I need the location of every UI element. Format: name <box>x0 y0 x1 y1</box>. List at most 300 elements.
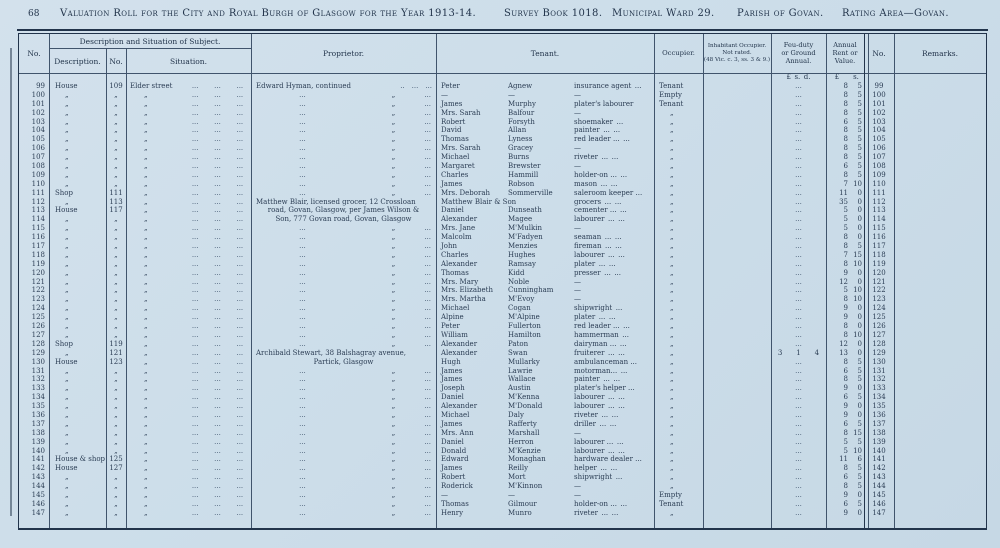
cell-proprietor <box>251 118 436 127</box>
cell-feu-duty: ... <box>795 508 802 517</box>
rent-pounds: 12 <box>839 339 848 348</box>
cell-feu-duty: ... <box>795 188 802 197</box>
cell-no-right: 107 <box>872 153 886 162</box>
tenant-forename: Robert <box>441 473 466 482</box>
cell-description: House <box>55 357 78 366</box>
ditto-mark: „ <box>391 437 396 446</box>
cell-no-left: 143 <box>31 473 45 482</box>
cell-occupier: Empty <box>659 90 682 99</box>
cell-situation <box>126 402 251 411</box>
leader-dots: ... <box>214 144 221 153</box>
tenant-forename: Henry <box>441 508 464 517</box>
cell-situation <box>126 198 251 207</box>
cell-feu-duty: ... <box>795 375 802 384</box>
cell-proprietor <box>251 260 436 269</box>
cell-annual-rent <box>826 509 864 518</box>
rent-shillings: 0 <box>857 304 862 313</box>
leader-dots: ... <box>214 126 221 135</box>
cell-situation <box>126 126 251 135</box>
cell-description: „ <box>65 117 69 126</box>
cell-feu-duty: ... <box>795 206 802 215</box>
leader-dots: ... <box>191 393 199 402</box>
cell-street-no: „ <box>114 224 118 233</box>
leader-dots: ... <box>236 250 244 259</box>
rent-pounds: 6 <box>843 393 848 402</box>
cell-no-left: 105 <box>31 135 45 144</box>
cell-situation <box>126 242 251 251</box>
tenant-occupation: fireman ... ... <box>574 242 622 251</box>
column-divider <box>654 34 655 528</box>
table-row <box>19 500 986 509</box>
leader-dots: ... <box>191 419 199 428</box>
tenant-forename: Mrs. Martha <box>441 295 486 304</box>
header-group-divider <box>49 48 251 49</box>
cell-annual-rent <box>826 482 864 491</box>
situation-name: „ <box>144 162 148 171</box>
cell-annual-rent <box>826 162 864 171</box>
leader-dots: ... <box>191 482 199 491</box>
cell-inhabitant-occupier <box>703 358 771 367</box>
cell-situation <box>126 215 251 224</box>
cell-street-no: „ <box>114 313 118 322</box>
leader-dots: ... <box>299 490 306 499</box>
leader-dots: ... <box>214 295 221 304</box>
cell-remarks <box>894 464 986 473</box>
leader-dots: ... <box>299 188 306 197</box>
tenant-occupation: driller ... ... <box>574 419 617 428</box>
cell-proprietor <box>251 162 436 171</box>
situation-name: „ <box>144 428 148 437</box>
tenant-forename: Mrs. Elizabeth <box>441 286 493 295</box>
leader-dots: ... <box>424 455 431 464</box>
tenant-forename: James <box>441 375 463 384</box>
leader-dots: ... <box>236 348 244 357</box>
tenant-surname: Munro <box>508 508 532 517</box>
cell-street-no: „ <box>114 233 118 242</box>
cell-annual-rent <box>826 91 864 100</box>
rent-pounds: 8 <box>843 428 848 437</box>
table-row <box>19 384 986 393</box>
tenant-forename: Charles <box>441 170 469 179</box>
cell-proprietor <box>251 189 436 198</box>
rent-pounds: 8 <box>843 126 848 135</box>
leader-dots: ... <box>424 108 431 117</box>
rent-pounds: 8 <box>843 322 848 331</box>
cell-situation <box>126 153 251 162</box>
leader-dots: ... <box>236 304 244 313</box>
column-divider <box>251 34 252 528</box>
tenant-forename: James <box>441 464 463 473</box>
cell-occupier: „ <box>670 339 674 348</box>
leader-dots: ... <box>299 402 306 411</box>
tenant-occupation: insurance agent ... <box>574 82 642 90</box>
cell-no-right: 116 <box>872 233 886 242</box>
cell-occupier: „ <box>670 455 674 464</box>
table-row <box>19 438 986 447</box>
tenant-surname: Daly <box>508 410 524 419</box>
cell-inhabitant-occupier <box>703 135 771 144</box>
leader-dots: ... <box>424 162 431 171</box>
cell-description: „ <box>65 366 69 375</box>
cell-no-left: 115 <box>31 224 45 233</box>
leader-dots: ... <box>299 90 306 99</box>
cell-tenant <box>436 153 654 162</box>
cell-feu-duty <box>771 349 826 358</box>
cell-occupier: „ <box>670 188 674 197</box>
cell-street-no: „ <box>114 375 118 384</box>
tenant-forename: William <box>441 330 468 339</box>
cell-occupier: „ <box>670 268 674 277</box>
cell-no-right: 145 <box>872 490 886 499</box>
leader-dots: ... <box>236 402 244 411</box>
tenant-occupation: labourer ... ... <box>574 437 624 446</box>
column-divider <box>436 34 437 528</box>
cell-occupier: „ <box>670 286 674 295</box>
table-row <box>19 349 986 358</box>
leader-dots: ... <box>214 277 221 286</box>
cell-no-left: 131 <box>31 366 45 375</box>
cell-situation <box>126 500 251 509</box>
leader-dots: ... <box>191 197 199 206</box>
cell-no-right: 113 <box>872 206 886 215</box>
cell-tenant <box>436 411 654 420</box>
tenant-forename: Charles <box>441 250 469 259</box>
tenant-forename: Mrs. Sarah <box>441 144 481 153</box>
cell-remarks <box>894 491 986 500</box>
leader-dots: ... <box>191 437 199 446</box>
cell-annual-rent <box>826 126 864 135</box>
leader-dots: ... <box>236 499 244 508</box>
tenant-surname: M'Kenna <box>508 393 540 402</box>
cell-no-right: 123 <box>872 295 886 304</box>
leader-dots: ... <box>424 117 431 126</box>
cell-feu-duty: ... <box>795 117 802 126</box>
cell-remarks <box>894 171 986 180</box>
tenant-surname: — <box>508 490 515 499</box>
cell-no-right: 104 <box>872 126 886 135</box>
ditto-mark: „ <box>391 90 396 99</box>
leader-dots: ... <box>236 277 244 286</box>
cell-feu-duty: ... <box>795 162 802 171</box>
cell-annual-rent <box>826 367 864 376</box>
leader-dots: ... <box>236 117 244 126</box>
leader-dots: ... <box>236 455 244 464</box>
cell-proprietor <box>251 304 436 313</box>
cell-feu-duty: ... <box>795 464 802 473</box>
page-title: Valuation Roll for the City and Royal Burgh of Glasgow for the Year 1913-14. <box>60 8 477 19</box>
cell-no-left: 144 <box>31 482 45 491</box>
tenant-surname: — <box>508 90 515 99</box>
tenant-occupation: labourer ... ... <box>574 215 625 224</box>
cell-description: „ <box>65 348 69 357</box>
feu-currency-label: £ s. d. <box>786 73 811 81</box>
rent-pounds: 8 <box>843 99 848 108</box>
rent-shillings: 5 <box>857 162 862 171</box>
ditto-mark: „ <box>391 446 396 455</box>
cell-tenant <box>436 171 654 180</box>
cell-feu-duty: ... <box>795 437 802 446</box>
municipal-ward-label: Municipal Ward 29. <box>612 8 715 19</box>
cell-inhabitant-occupier <box>703 500 771 509</box>
leader-dots: ... <box>299 428 306 437</box>
cell-annual-rent <box>826 464 864 473</box>
header-annual-rent <box>826 41 864 65</box>
ditto-mark: „ <box>391 313 396 322</box>
feu-value: 4 <box>814 348 820 357</box>
rent-pounds: 5 <box>843 437 848 446</box>
cell-no-left: 128 <box>31 339 45 348</box>
rent-shillings: 6 <box>857 455 862 464</box>
cell-annual-rent <box>826 215 864 224</box>
cell-street-no: „ <box>114 419 118 428</box>
cell-no-left: 111 <box>31 188 45 197</box>
cell-tenant <box>436 251 654 260</box>
cell-no-left: 121 <box>31 277 45 286</box>
leader-dots: ... <box>214 224 221 233</box>
cell-situation <box>126 206 251 215</box>
tenant-surname: Monaghan <box>508 455 546 464</box>
rent-pounds: 6 <box>843 162 848 171</box>
cell-occupier: „ <box>670 233 674 242</box>
cell-street-no: „ <box>114 428 118 437</box>
cell-street-no: „ <box>114 437 118 446</box>
situation-name: „ <box>144 188 148 197</box>
cell-description: „ <box>65 224 69 233</box>
tenant-surname: Hammill <box>508 170 539 179</box>
leader-dots: ... <box>236 90 244 99</box>
proprietor-name: Edward Hyman, continued <box>256 82 351 90</box>
rent-shillings: 5 <box>857 482 862 491</box>
ditto-mark: „ <box>391 162 396 171</box>
tenant-occupation: fruiterer ... ... <box>574 348 625 357</box>
cell-street-no: „ <box>114 162 118 171</box>
header-rent-line2: Rent or <box>832 49 858 57</box>
tenant-surname: M'Mulkin <box>508 224 542 233</box>
leader-dots: ... <box>236 153 244 162</box>
tenant-occupation: hardware dealer ... <box>574 455 642 464</box>
ditto-mark: „ <box>391 304 396 313</box>
table-row <box>19 375 986 384</box>
tenant-occupation: shoemaker ... <box>574 117 624 126</box>
cell-street-no: „ <box>114 170 118 179</box>
leader-dots: ... <box>191 277 199 286</box>
cell-description: „ <box>65 490 69 499</box>
table-row <box>19 233 986 242</box>
ditto-mark: „ <box>391 375 396 384</box>
cell-inhabitant-occupier <box>703 82 771 91</box>
leader-dots: ... <box>214 179 221 188</box>
ditto-mark: „ <box>391 366 396 375</box>
column-divider <box>868 34 869 528</box>
situation-name: „ <box>144 224 148 233</box>
ditto-mark: „ <box>391 393 396 402</box>
cell-feu-duty: ... <box>795 295 802 304</box>
leader-dots: ... <box>191 304 199 313</box>
leader-dots: ... <box>191 339 199 348</box>
rent-shillings: 0 <box>857 277 862 286</box>
ditto-mark: „ <box>391 277 396 286</box>
cell-situation <box>126 384 251 393</box>
cell-no-left: 138 <box>31 428 45 437</box>
rent-pounds: 5 <box>843 215 848 224</box>
leader-dots: ... <box>191 410 199 419</box>
rent-shillings: 0 <box>857 224 862 233</box>
leader-dots: ... <box>191 259 199 268</box>
cell-no-left: 106 <box>31 144 45 153</box>
tenant-surname: Noble <box>508 277 530 286</box>
cell-occupier: „ <box>670 304 674 313</box>
rent-shillings: 0 <box>857 188 862 197</box>
cell-situation <box>126 313 251 322</box>
leader-dots: ... <box>214 313 221 322</box>
cell-inhabitant-occupier <box>703 206 771 215</box>
cell-occupier: „ <box>670 277 674 286</box>
tenant-forename: Peter <box>441 322 460 331</box>
tenant-forename: Joseph <box>441 384 465 393</box>
cell-annual-rent <box>826 242 864 251</box>
cell-no-left: 116 <box>31 233 45 242</box>
cell-feu-duty: ... <box>795 90 802 99</box>
cell-situation <box>126 189 251 198</box>
cell-feu-duty: ... <box>795 224 802 233</box>
rent-shillings: 5 <box>857 357 862 366</box>
tenant-surname: Robson <box>508 179 535 188</box>
cell-feu-duty: ... <box>795 135 802 144</box>
leader-dots: ... <box>299 250 306 259</box>
cell-description: „ <box>65 499 69 508</box>
cell-proprietor <box>251 482 436 491</box>
cell-no-right: 144 <box>872 482 886 491</box>
cell-tenant <box>436 509 654 518</box>
parish-label: Parish of Govan. <box>737 8 824 19</box>
leader-dots: ... <box>191 508 199 517</box>
leader-dots: ... <box>236 233 244 242</box>
table-rows <box>19 82 986 518</box>
leader-dots: ... <box>299 375 306 384</box>
cell-no-left: 120 <box>31 268 45 277</box>
cell-situation <box>126 429 251 438</box>
cell-street-no: „ <box>114 366 118 375</box>
cell-no-right: 134 <box>872 393 886 402</box>
leader-dots: ... <box>424 304 431 313</box>
cell-street-no: „ <box>114 242 118 251</box>
tenant-surname: Marshall <box>508 428 540 437</box>
situation-name: „ <box>144 117 148 126</box>
leader-dots: ... <box>236 82 244 90</box>
tenant-occupation: dairyman ... ... <box>574 339 627 348</box>
cell-situation <box>126 473 251 482</box>
cell-occupier: „ <box>670 375 674 384</box>
ditto-mark: „ <box>391 482 396 491</box>
tenant-occupation: shipwright ... <box>574 473 623 482</box>
leader-dots: ... <box>214 304 221 313</box>
cell-remarks <box>894 118 986 127</box>
cell-annual-rent <box>826 224 864 233</box>
cell-inhabitant-occupier <box>703 269 771 278</box>
cell-occupier: „ <box>670 446 674 455</box>
cell-situation <box>126 304 251 313</box>
cell-annual-rent <box>826 251 864 260</box>
cell-description: Shop <box>55 188 73 197</box>
ditto-mark: „ <box>391 179 396 188</box>
cell-street-no: 111 <box>109 188 123 197</box>
leader-dots: ... <box>236 508 244 517</box>
tenant-forename: Alpine <box>441 313 464 322</box>
cell-annual-rent <box>826 233 864 242</box>
cell-occupier: „ <box>670 170 674 179</box>
cell-proprietor <box>251 464 436 473</box>
leader-dots: ... <box>214 242 221 251</box>
rent-pounds: 5 <box>843 224 848 233</box>
cell-no-right: 105 <box>872 135 886 144</box>
tenant-surname: Allan <box>508 126 527 135</box>
rent-shillings-label: s. <box>853 73 859 81</box>
tenant-surname: M'Kenzie <box>508 446 541 455</box>
leader-dots: ... <box>191 330 199 339</box>
leader-dots: ... <box>424 277 431 286</box>
cell-no-right: 121 <box>872 277 886 286</box>
table-row <box>19 260 986 269</box>
cell-tenant <box>436 464 654 473</box>
rent-shillings: 5 <box>857 135 862 144</box>
rent-shillings: 0 <box>857 215 862 224</box>
cell-description: „ <box>65 144 69 153</box>
cell-annual-rent <box>826 384 864 393</box>
tenant-surname: M'Alpine <box>508 313 540 322</box>
leader-dots: ... <box>236 99 244 108</box>
leader-dots: ... <box>299 473 306 482</box>
cell-no-left: 107 <box>31 153 45 162</box>
column-divider <box>771 34 772 528</box>
tenant-surname: Reilly <box>508 464 529 473</box>
rent-shillings: 5 <box>857 144 862 153</box>
cell-tenant <box>436 429 654 438</box>
rent-shillings: 10 <box>853 295 862 304</box>
cell-description: „ <box>65 295 69 304</box>
rent-shillings: 0 <box>857 268 862 277</box>
leader-dots: ... <box>299 135 306 144</box>
leader-dots: ... <box>424 428 431 437</box>
rent-pounds: 6 <box>843 366 848 375</box>
rent-pounds: 9 <box>843 268 848 277</box>
cell-annual-rent <box>826 304 864 313</box>
tenant-forename: Michael <box>441 410 470 419</box>
leader-dots: ... <box>236 419 244 428</box>
cell-proprietor <box>251 447 436 456</box>
situation-name: „ <box>144 99 148 108</box>
leader-dots: ... <box>191 366 199 375</box>
tenant-occupation: riveter ... ... <box>574 410 619 419</box>
cell-tenant <box>436 135 654 144</box>
rent-pounds: 8 <box>843 90 848 99</box>
cell-description: „ <box>65 508 69 517</box>
leader-dots: ... <box>424 233 431 242</box>
situation-name: „ <box>144 250 148 259</box>
leader-dots: ... <box>214 357 221 366</box>
leader-dots: ... <box>214 188 221 197</box>
cell-no-left: 118 <box>31 250 45 259</box>
cell-tenant <box>436 144 654 153</box>
column-divider <box>864 34 865 528</box>
cell-no-right: 142 <box>872 464 886 473</box>
leader-dots: ... <box>236 428 244 437</box>
cell-description: „ <box>65 384 69 393</box>
cell-remarks <box>894 455 986 464</box>
situation-name: „ <box>144 437 148 446</box>
rent-pounds: 35 <box>839 197 848 206</box>
leader-dots: ... <box>191 170 199 179</box>
leader-dots: ... <box>424 188 431 197</box>
